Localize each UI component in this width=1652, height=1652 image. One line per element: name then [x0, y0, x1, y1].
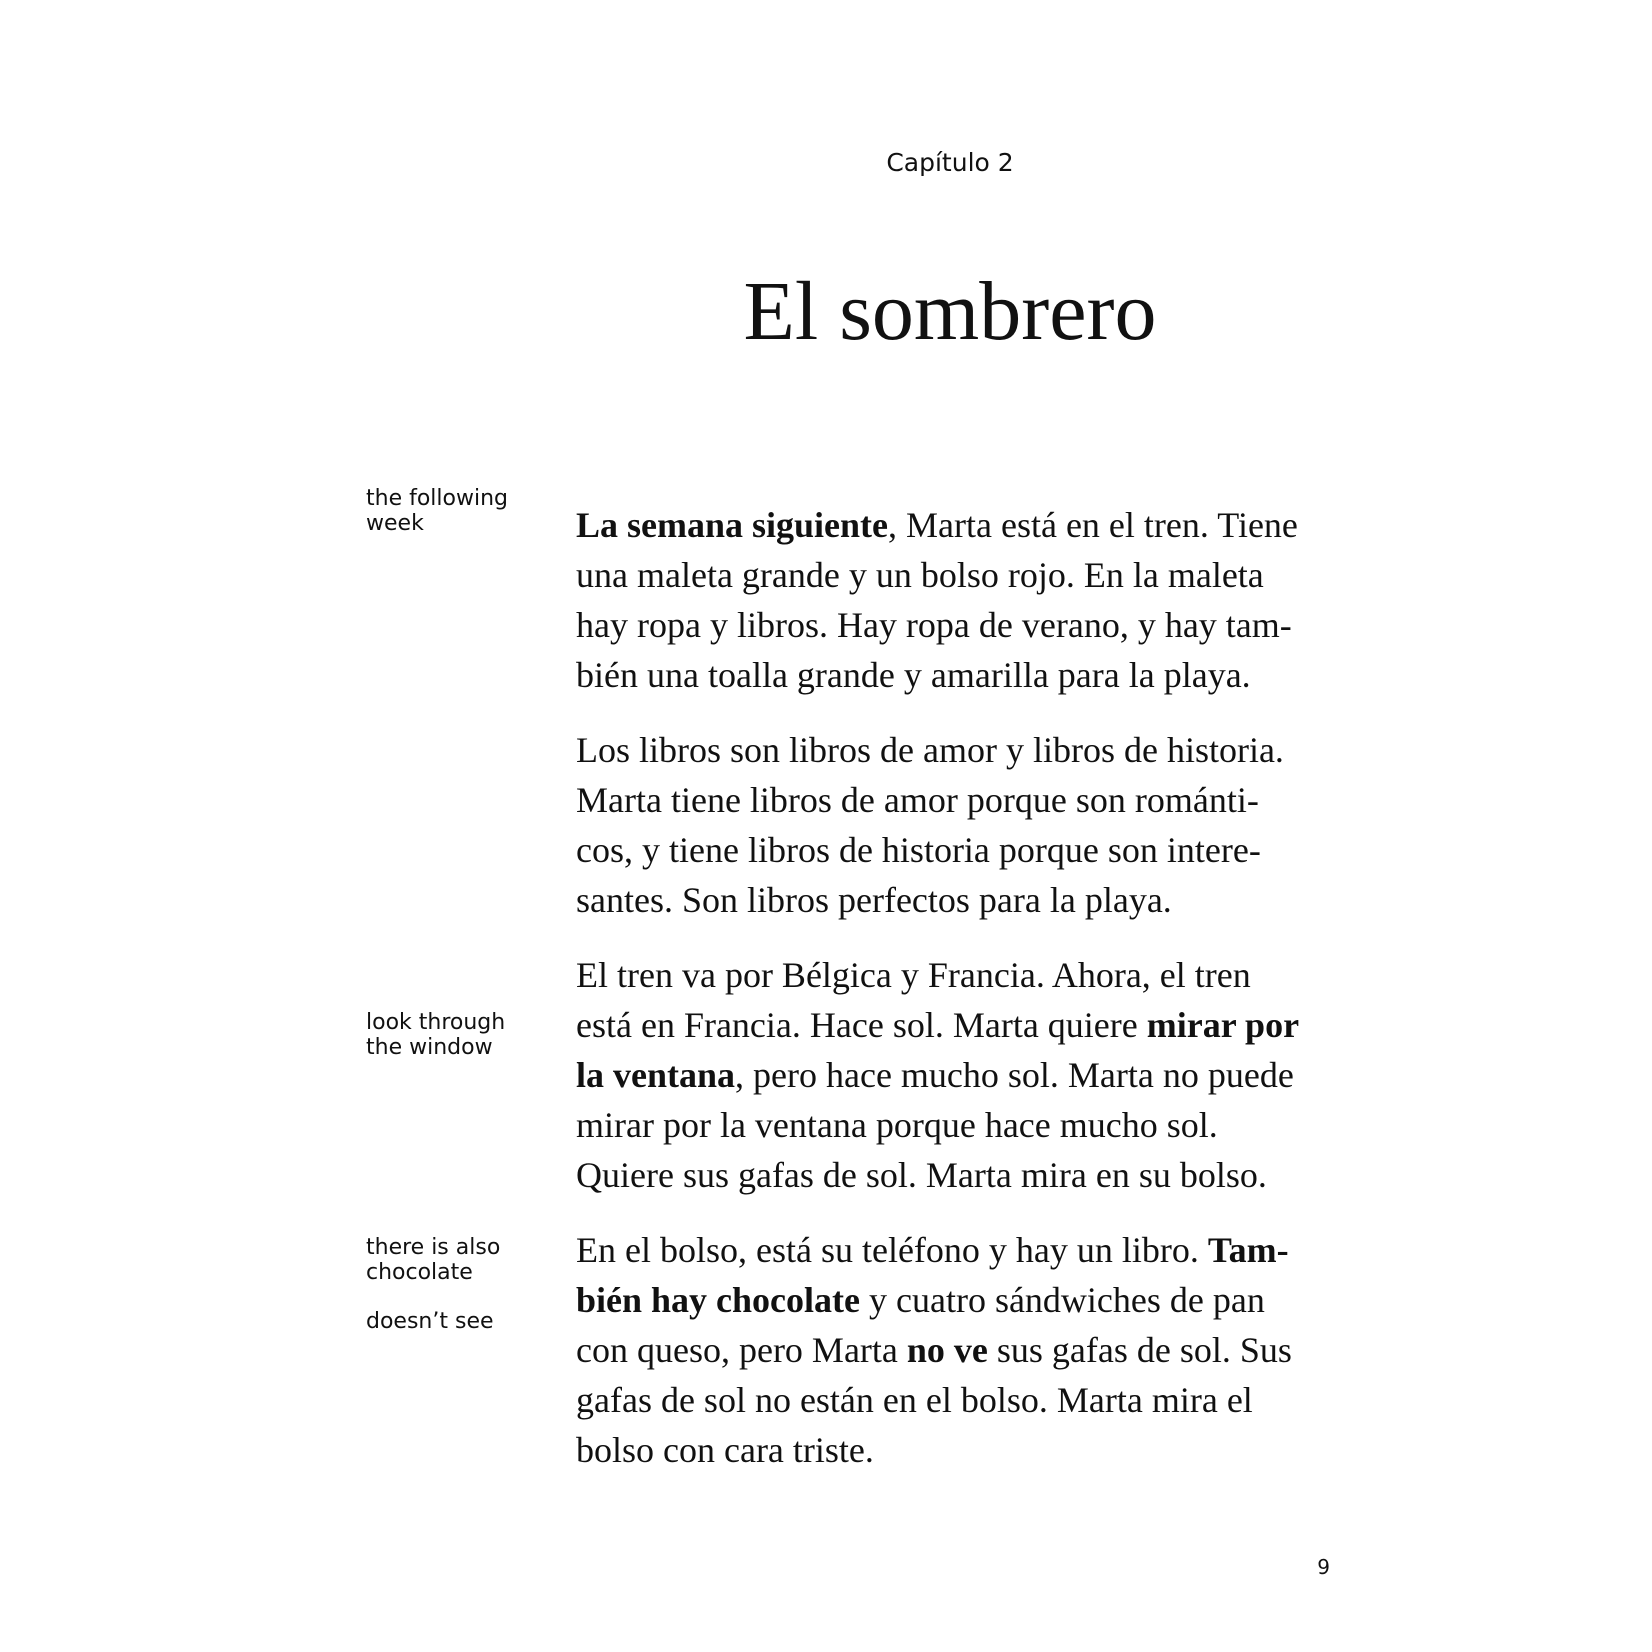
line-text: En el bolso, está su teléfono y hay un libro. — [576, 1230, 1208, 1270]
bold-phrase: bién hay chocolate — [576, 1280, 860, 1320]
line-text: sus gafas de sol. Sus — [987, 1330, 1292, 1370]
text-line: gafas de sol no están en el bolso. Marta mira el — [576, 1380, 1253, 1420]
text-line: Los libros son libros de amor y libros de historia. — [576, 730, 1284, 770]
chapter-title: El sombrero — [743, 265, 1157, 358]
line-text: , Marta está en el tren. Tiene — [888, 505, 1298, 545]
bold-phrase: mirar por — [1146, 1005, 1300, 1045]
gloss-line: the window — [366, 1035, 493, 1060]
text-line: santes. Son libros perfectos para la playa. — [576, 880, 1172, 920]
text-line: Quiere sus gafas de sol. Marta mira en su bolso. — [576, 1155, 1267, 1195]
gloss-line: the following — [366, 486, 509, 511]
text-line: Marta tiene libros de amor porque son románti- — [576, 780, 1259, 820]
gloss-line: week — [366, 511, 424, 536]
text-line: cos, y tiene libros de historia porque son intere- — [576, 830, 1261, 870]
text-line — [576, 1275, 1336, 1325]
text-line: mirar por la ventana porque hace mucho sol. — [576, 1105, 1218, 1145]
page-number: 9 — [1317, 1555, 1330, 1579]
text-line — [576, 1225, 1336, 1275]
paragraph-3 — [576, 950, 1336, 1200]
text-line — [576, 1000, 1336, 1050]
gloss-there-is-also-chocolate — [366, 1235, 546, 1285]
gloss-doesnt-see — [366, 1309, 546, 1334]
gloss-line: doesn’t see — [366, 1309, 494, 1334]
gloss-line: there is also — [366, 1235, 501, 1260]
gloss-the-following-week — [366, 486, 546, 536]
text-line — [576, 1325, 1336, 1375]
text-line: una maleta grande y un bolso rojo. En la maleta — [576, 555, 1264, 595]
gloss-line: chocolate — [366, 1260, 473, 1285]
bold-phrase: Tam- — [1207, 1230, 1289, 1270]
paragraph-1 — [576, 500, 1336, 700]
line-text: y cuatro sándwiches de pan — [860, 1280, 1265, 1320]
text-line: bién una toalla grande y amarilla para la playa. — [576, 655, 1251, 695]
bold-phrase: La semana siguiente — [576, 505, 889, 545]
paragraph-2 — [576, 725, 1336, 925]
text-line: hay ropa y libros. Hay ropa de verano, y hay tam- — [576, 605, 1292, 645]
bold-phrase: la ventana — [576, 1055, 736, 1095]
text-line: El tren va por Bélgica y Francia. Ahora, el tren — [576, 955, 1251, 995]
paragraph-4 — [576, 1225, 1336, 1475]
gloss-line: look through — [366, 1010, 506, 1035]
text-line — [576, 500, 1336, 550]
text-line: bolso con cara triste. — [576, 1430, 874, 1470]
chapter-label: Capítulo 2 — [886, 148, 1014, 177]
line-text: , pero hace mucho sol. Marta no puede — [735, 1055, 1294, 1095]
line-text: con queso, pero Marta — [576, 1330, 907, 1370]
text-line — [576, 1050, 1336, 1100]
gloss-look-through-the-window — [366, 1010, 546, 1060]
line-text: está en Francia. Hace sol. Marta quiere — [576, 1005, 1147, 1045]
bold-phrase: no ve — [906, 1330, 988, 1370]
